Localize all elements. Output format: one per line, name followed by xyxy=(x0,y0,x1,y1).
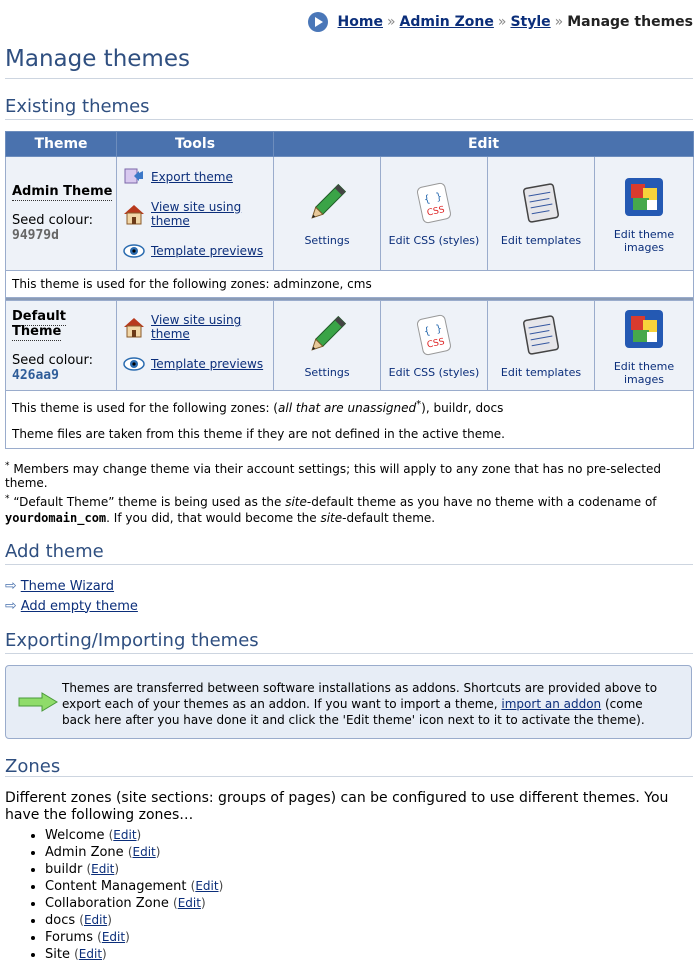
zones-list xyxy=(5,827,223,963)
seed-label: Seed colour: xyxy=(12,213,94,228)
tool-template-previews xyxy=(117,346,273,383)
heading-divider xyxy=(5,564,693,565)
edit-settings-cell[interactable] xyxy=(274,157,381,271)
zone-edit-link[interactable]: Edit xyxy=(78,947,103,961)
arrow-right-icon: ⇨ xyxy=(5,598,17,614)
theme-name: Default Theme xyxy=(12,308,66,339)
edit-templates-link[interactable]: Edit templates xyxy=(500,234,582,247)
list-item: • Content Management (Edit) xyxy=(45,878,223,895)
list-item: • Admin Zone (Edit) xyxy=(45,844,223,861)
list-item: • Site (Edit) xyxy=(45,946,223,963)
svg-text:CSS: CSS xyxy=(426,205,446,219)
arrow-right-icon: ⇨ xyxy=(5,578,17,594)
seed-colour-value: 426aa9 xyxy=(12,367,59,383)
edit-templates-link[interactable]: Edit templates xyxy=(500,366,582,379)
breadcrumb-separator: » xyxy=(554,14,564,30)
seed-label: Seed colour: xyxy=(12,352,94,368)
pencil-icon xyxy=(304,180,350,226)
page-title: Manage themes xyxy=(5,46,190,72)
eye-icon xyxy=(123,353,145,375)
breadcrumb-adminzone-link[interactable]: Admin Zone xyxy=(399,14,494,30)
export-import-heading: Exporting/Importing themes xyxy=(5,630,259,651)
breadcrumb xyxy=(308,12,693,32)
tool-view-site xyxy=(117,195,273,232)
settings-link[interactable]: Settings xyxy=(304,234,350,247)
edit-theme-images-link[interactable]: Edit theme images xyxy=(613,359,675,386)
css-file-icon xyxy=(411,312,457,358)
template-scroll-icon xyxy=(518,312,564,358)
edit-css-cell[interactable] xyxy=(381,157,488,271)
house-icon xyxy=(123,203,145,225)
breadcrumb-style-link[interactable]: Style xyxy=(510,14,551,30)
theme-wizard-link[interactable]: Theme Wizard xyxy=(20,578,115,594)
col-edit-header: Edit xyxy=(274,132,694,157)
list-item: • Collaboration Zone (Edit) xyxy=(45,895,223,912)
import-addon-link[interactable]: import an addon xyxy=(501,697,602,711)
breadcrumb-play-icon xyxy=(308,12,328,32)
zone-edit-link[interactable]: Edit xyxy=(177,896,201,910)
edit-css-link[interactable]: Edit CSS (styles) xyxy=(388,234,480,247)
svg-text:CSS: CSS xyxy=(426,337,446,351)
tool-template-previews xyxy=(117,232,273,269)
pencil-icon xyxy=(304,312,350,358)
theme-images-icon xyxy=(621,306,667,352)
theme-zones-info: This theme is used for the following zones: (all that are unassigned*), buildr, docs Theme files are taken from this theme if they are not defined in the active theme. xyxy=(6,391,694,449)
list-item: • docs (Edit) xyxy=(45,912,223,929)
green-arrow-icon xyxy=(18,692,58,716)
house-icon xyxy=(123,316,145,338)
breadcrumb-current: Manage themes xyxy=(567,14,693,30)
settings-link[interactable]: Settings xyxy=(304,366,350,379)
heading-divider xyxy=(5,119,693,120)
list-item: • Forums (Edit) xyxy=(45,929,223,946)
zone-edit-link[interactable]: Edit xyxy=(91,862,115,876)
seed-colour-value: 94979d xyxy=(12,228,59,243)
view-site-using-theme-link[interactable]: View site using theme xyxy=(151,199,242,228)
template-previews-link[interactable]: Template previews xyxy=(151,243,264,258)
template-scroll-icon xyxy=(518,180,564,226)
zone-edit-link[interactable]: Edit xyxy=(83,913,108,927)
tool-view-site xyxy=(117,309,273,346)
info-box xyxy=(5,665,692,739)
zone-edit-link[interactable]: Edit xyxy=(101,930,126,944)
zone-edit-link[interactable]: Edit xyxy=(132,845,156,859)
zones-heading: Zones xyxy=(5,756,61,777)
theme-row-default xyxy=(6,301,694,391)
zone-edit-link[interactable]: Edit xyxy=(195,879,219,893)
existing-themes-heading: Existing themes xyxy=(5,96,150,117)
zones-intro: Different zones (site sections: groups of pages) can be configured to use different themes. You have the following zones… xyxy=(5,790,669,823)
add-empty-theme-item xyxy=(5,598,138,614)
edit-theme-images-cell[interactable] xyxy=(595,301,694,391)
breadcrumb-separator: » xyxy=(497,14,507,30)
edit-theme-images-link[interactable]: Edit theme images xyxy=(613,227,675,254)
view-site-using-theme-link[interactable]: View site using theme xyxy=(151,313,242,341)
add-empty-theme-link[interactable]: Add empty theme xyxy=(20,598,138,614)
edit-css-link[interactable]: Edit CSS (styles) xyxy=(388,366,480,379)
edit-css-cell[interactable] xyxy=(381,301,488,391)
col-tools-header: Tools xyxy=(117,132,274,157)
footnote-members: * Members may change theme via their account settings; this will apply to any zone that has no pre-selected theme. xyxy=(5,461,661,490)
breadcrumb-home-link[interactable]: Home xyxy=(337,14,383,30)
export-theme-icon xyxy=(123,166,145,188)
css-file-icon xyxy=(411,180,457,226)
edit-settings-cell[interactable] xyxy=(274,301,381,391)
title-divider xyxy=(5,78,693,79)
eye-icon xyxy=(123,240,145,262)
breadcrumb-separator: » xyxy=(386,14,396,30)
heading-divider xyxy=(5,776,693,777)
svg-text:{ }: { } xyxy=(423,323,444,338)
themes-table xyxy=(5,131,694,449)
theme-zones-info: This theme is used for the following zones: adminzone, cms xyxy=(6,271,694,298)
theme-row-admin xyxy=(6,157,694,271)
add-theme-heading: Add theme xyxy=(5,541,104,562)
theme-files-info: Theme files are taken from this theme if they are not defined in the active theme. xyxy=(12,426,505,441)
template-previews-link[interactable]: Template previews xyxy=(151,357,264,371)
theme-name: Admin Theme xyxy=(12,184,113,199)
list-item: • Welcome (Edit) xyxy=(45,827,223,844)
list-item: • buildr (Edit) xyxy=(45,861,223,878)
col-theme-header: Theme xyxy=(6,132,117,157)
footnote-default-theme: * “Default Theme” theme is being used as the site-default theme as you have no theme with a codename of yourdomain_com. If you did, that would become the site-default theme. xyxy=(5,494,657,525)
theme-wizard-item xyxy=(5,578,114,594)
info-text: Themes are transferred between software installations as addons. Shortcuts are provided above to export each of your themes as an addon. If you want to import a theme, import an addon (come back here after you have done it and click the 'Edit theme' icon next to it to activate the theme). xyxy=(62,681,658,727)
edit-templates-cell[interactable] xyxy=(488,157,595,271)
zone-edit-link[interactable]: Edit xyxy=(113,828,137,842)
heading-divider xyxy=(5,653,693,654)
edit-theme-images-cell[interactable] xyxy=(595,157,694,271)
theme-images-icon xyxy=(621,174,667,220)
edit-templates-cell[interactable] xyxy=(488,301,595,391)
tool-export-theme xyxy=(117,158,273,195)
export-theme-link[interactable]: Export theme xyxy=(151,169,233,184)
svg-text:{ }: { } xyxy=(423,191,444,206)
